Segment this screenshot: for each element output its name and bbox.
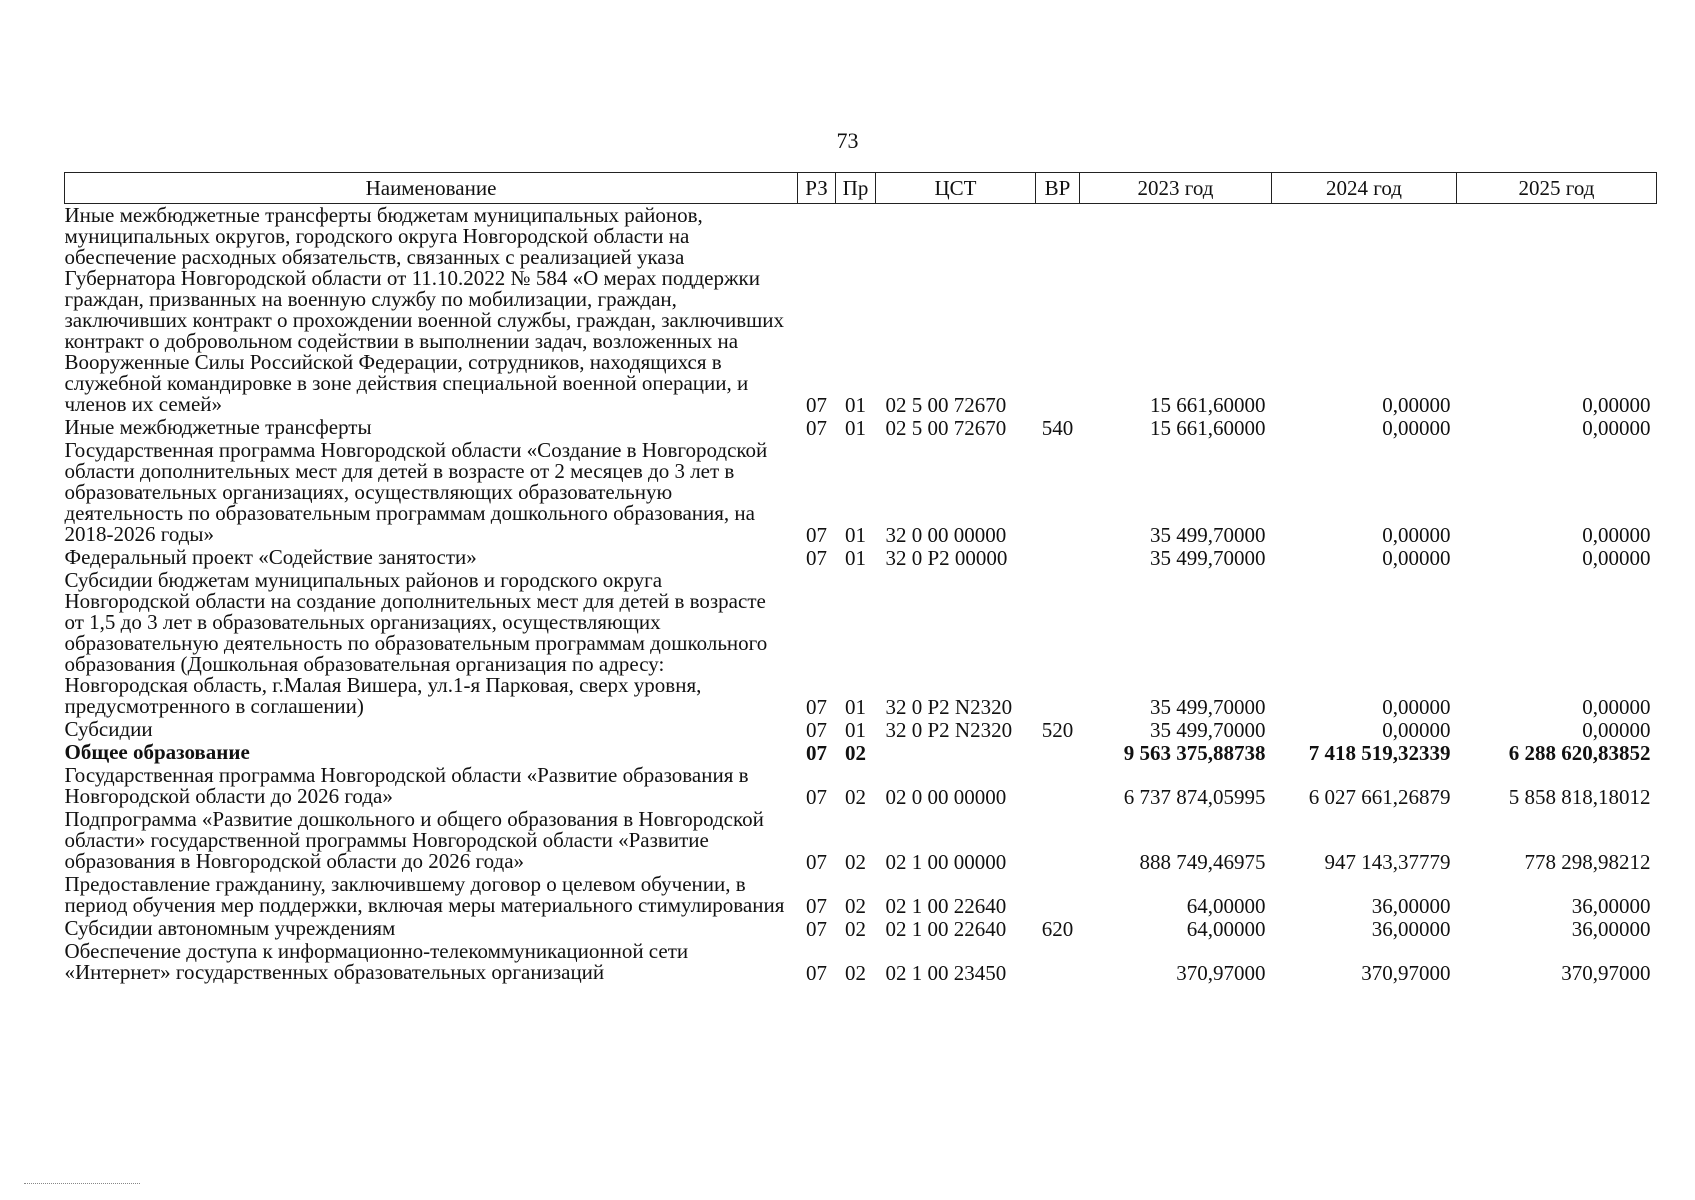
budget-table: [64, 172, 1657, 984]
row-2023: 888 749,46975: [1139, 850, 1266, 874]
row-rz: 07: [806, 961, 827, 985]
row-rz: 07: [806, 718, 827, 742]
row-2025: 5 858 818,18012: [1508, 785, 1651, 809]
row-2023: 9 563 375,88738: [1123, 741, 1266, 765]
row-2023: 64,00000: [1186, 894, 1266, 918]
row-2024: 36,00000: [1371, 917, 1451, 941]
header-2024: 2024 год: [1272, 173, 1457, 204]
table-row: [65, 808, 1657, 873]
row-2024: 6 027 661,26879: [1308, 785, 1451, 809]
row-2024: 947 143,37779: [1324, 850, 1451, 874]
page-number: 73: [836, 128, 859, 153]
row-rz: 07: [806, 416, 827, 440]
row-vr: 540: [1041, 416, 1074, 440]
footer-rule: [24, 1183, 140, 1184]
row-2024: 0,00000: [1382, 546, 1451, 570]
row-pr: 01: [845, 523, 866, 547]
row-pr: 02: [845, 741, 866, 765]
row-2023: 6 737 874,05995: [1123, 785, 1266, 809]
row-2025: 6 288 620,83852: [1508, 741, 1651, 765]
table-row: [65, 741, 1657, 764]
table-row: [65, 940, 1657, 984]
table-row: [65, 718, 1657, 741]
row-pr: 02: [845, 894, 866, 918]
row-vr: [1036, 940, 1080, 984]
table-row: [65, 569, 1657, 718]
row-vr: [1036, 873, 1080, 917]
row-2023: 35 499,70000: [1150, 695, 1266, 719]
row-cst: 32 0 00 00000: [885, 523, 1007, 547]
row-vr: [1036, 764, 1080, 808]
row-2023: 35 499,70000: [1150, 546, 1266, 570]
row-name: Предоставление гражданину, заключившему договор о целевом обучении, в период обучения мер поддержки, включая меры материального стимулирования: [64, 872, 785, 917]
header-2023: 2023 год: [1080, 173, 1272, 204]
row-cst: 32 0 P2 N2320: [885, 695, 1013, 719]
header-name: Наименование: [65, 173, 798, 204]
row-rz: 07: [806, 741, 827, 765]
row-name: Субсидии автономным учреждениям: [64, 916, 396, 940]
row-vr: [1036, 569, 1080, 718]
table-row: [65, 204, 1657, 417]
row-vr: [1036, 808, 1080, 873]
row-vr: [1036, 439, 1080, 546]
table-row: [65, 917, 1657, 940]
header-rz: РЗ: [798, 173, 836, 204]
row-2024: 0,00000: [1382, 718, 1451, 742]
row-pr: 01: [845, 695, 866, 719]
row-name: Иные межбюджетные трансферты бюджетам муниципальных районов, муниципальных округов, городского округа Новгородской области на обеспечение расходных обязательств, связанных с реализацией указа Губернатора Новгородской области от 11.10.2022 № 584 «О мерах поддержки граждан, призванных на военную службу по мобилизации, граждан, заключивших контракт о прохождении военной службы, граждан, заключивших контракт о добровольном содействии в выполнении задач, возложенных на Вооруженные Силы Российской Федерации, сотрудников, находящихся в служебной командировке в зоне действия специальной военной операции, и членов их семей»: [64, 203, 785, 416]
row-pr: 01: [845, 416, 866, 440]
row-cst: 32 0 P2 N2320: [885, 718, 1013, 742]
row-2024: 0,00000: [1382, 393, 1451, 417]
row-vr: 620: [1041, 917, 1074, 941]
row-2025: 36,00000: [1571, 894, 1651, 918]
row-rz: 07: [806, 695, 827, 719]
header-pr: Пр: [836, 173, 876, 204]
row-pr: 02: [845, 850, 866, 874]
row-2023: 370,97000: [1176, 961, 1266, 985]
table-row: [65, 546, 1657, 569]
row-name: Федеральный проект «Содействие занятости»: [64, 545, 477, 569]
row-cst: 02 1 00 23450: [885, 961, 1007, 985]
row-name: Субсидии бюджетам муниципальных районов и городского округа Новгородской области на создание дополнительных мест для детей в возрасте от 1,5 до 3 лет в образовательных организациях, осуществляющих образовательную деятельность по образовательным программам дошкольного образования (Дошкольная образовательная организация по адресу: Новгородская область, г.Малая Вишера, ул.1-я Парковая, сверх уровня, предусмотренного в соглашении): [64, 568, 768, 718]
row-pr: 01: [845, 718, 866, 742]
row-2025: 0,00000: [1582, 523, 1651, 547]
row-name: Иные межбюджетные трансферты: [64, 415, 372, 439]
row-2024: 0,00000: [1382, 523, 1451, 547]
row-cst: 02 1 00 22640: [885, 917, 1007, 941]
row-pr: 01: [845, 393, 866, 417]
row-cst: 02 5 00 72670: [885, 416, 1007, 440]
row-rz: 07: [806, 894, 827, 918]
row-2023: 35 499,70000: [1150, 523, 1266, 547]
row-2024: 0,00000: [1382, 695, 1451, 719]
row-2025: 370,97000: [1561, 961, 1651, 985]
row-2023: 64,00000: [1186, 917, 1266, 941]
row-name: Обеспечение доступа к информационно-телекоммуникационной сети «Интернет» государственных образовательных организаций: [64, 939, 689, 984]
table-row: [65, 873, 1657, 917]
row-vr: 520: [1041, 718, 1074, 742]
table-header: [65, 173, 1657, 204]
row-cst: 02 1 00 22640: [885, 894, 1007, 918]
row-vr: [1036, 204, 1080, 417]
row-rz: 07: [806, 393, 827, 417]
row-2025: 0,00000: [1582, 393, 1651, 417]
row-vr: [1036, 546, 1080, 569]
table-body: [65, 204, 1657, 985]
row-vr: [1036, 741, 1080, 764]
header-cst: ЦСТ: [876, 173, 1036, 204]
row-rz: 07: [806, 785, 827, 809]
row-cst: [876, 741, 1036, 764]
header-row: [65, 173, 1657, 204]
row-pr: 02: [845, 917, 866, 941]
header-vr: ВР: [1036, 173, 1080, 204]
row-2025: 0,00000: [1582, 416, 1651, 440]
row-2025: 0,00000: [1582, 695, 1651, 719]
row-cst: 02 0 00 00000: [885, 785, 1007, 809]
row-2025: 0,00000: [1582, 718, 1651, 742]
row-pr: 02: [845, 961, 866, 985]
row-2024: 36,00000: [1371, 894, 1451, 918]
row-2023: 15 661,60000: [1150, 393, 1266, 417]
row-name: Государственная программа Новгородской области «Создание в Новгородской области дополнительных мест для детей в возрасте от 2 месяцев до 3 лет в образовательных организациях, осуществляющих образовательную деятельность по образовательным программам дошкольного образования, на 2018-2026 годы»: [64, 438, 768, 546]
row-rz: 07: [806, 546, 827, 570]
row-cst: 02 5 00 72670: [885, 393, 1007, 417]
table-row: [65, 764, 1657, 808]
row-cst: 32 0 P2 00000: [885, 546, 1008, 570]
row-2025: 0,00000: [1582, 546, 1651, 570]
row-name: Подпрограмма «Развитие дошкольного и общего образования в Новгородской области» государственной программы Новгородской области «Развитие образования в Новгородской области до 2026 года»: [64, 807, 764, 873]
table-row: [65, 416, 1657, 439]
row-2023: 35 499,70000: [1150, 718, 1266, 742]
row-rz: 07: [806, 850, 827, 874]
row-pr: 02: [845, 785, 866, 809]
row-cst: 02 1 00 00000: [885, 850, 1007, 874]
row-2023: 15 661,60000: [1150, 416, 1266, 440]
row-2024: 0,00000: [1382, 416, 1451, 440]
row-pr: 01: [845, 546, 866, 570]
row-name: Субсидии: [64, 717, 153, 741]
row-rz: 07: [806, 917, 827, 941]
row-2024: 370,97000: [1361, 961, 1451, 985]
row-rz: 07: [806, 523, 827, 547]
row-2024: 7 418 519,32339: [1308, 741, 1451, 765]
table-row: [65, 439, 1657, 546]
row-2025: 36,00000: [1571, 917, 1651, 941]
row-2025: 778 298,98212: [1524, 850, 1651, 874]
header-2025: 2025 год: [1457, 173, 1657, 204]
row-name: Общее образование: [64, 740, 250, 764]
row-name: Государственная программа Новгородской области «Развитие образования в Новгородской области до 2026 года»: [64, 763, 749, 808]
